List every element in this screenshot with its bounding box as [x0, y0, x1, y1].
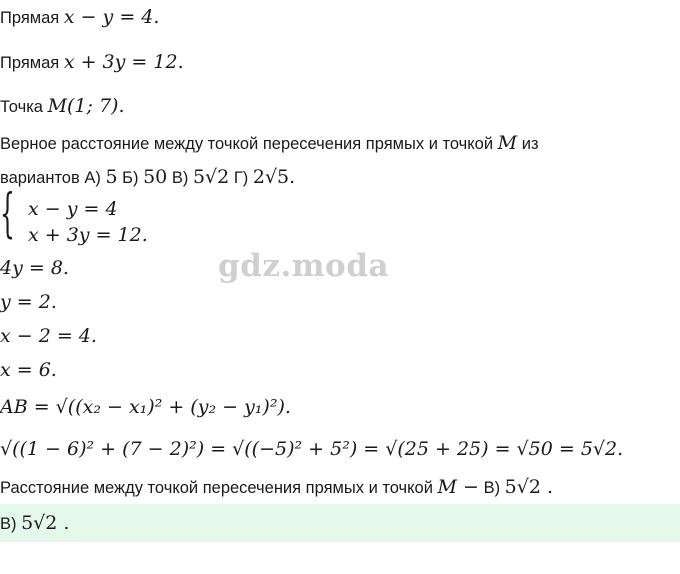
opt-d-label: Г) [233, 169, 249, 187]
brace-symbol: { [0, 184, 15, 244]
system-row-1: x − y = 4 [28, 198, 118, 220]
result-line: Расстояние между точкой пересечения прямых и точкой M − В) 5√2 . [0, 476, 554, 498]
opt-b-label: Б) [122, 169, 139, 187]
step-1: 4y = 8. [0, 257, 69, 279]
result-text: Расстояние между точкой пересечения прямых и точкой [0, 479, 433, 497]
line2-equation: x + 3y = 12 [63, 51, 178, 73]
line1-label: Прямая [0, 9, 60, 27]
point-value: M(1; 7) [47, 95, 119, 117]
options-line: вариантов А) 5 Б) 50 В) 5√2 Г) 2√5. [0, 166, 296, 188]
system-row-2: x + 3y = 12. [28, 224, 148, 246]
answer-value: 5√2 [21, 512, 58, 534]
step-2: y = 2. [0, 291, 57, 313]
question-end: из [521, 135, 539, 153]
opt-d-value: 2√5 [252, 166, 290, 188]
options-text: вариантов [0, 169, 80, 187]
point-label: Точка [0, 98, 43, 116]
result-option: В) [483, 479, 501, 497]
question-line [0, 132, 539, 154]
line1-statement: Прямая x − y = 4. [0, 6, 160, 28]
result-var: M − [437, 476, 479, 498]
question-var: M [497, 132, 518, 154]
line1-equation: x − y = 4 [63, 6, 154, 28]
opt-c-value: 5√2 [192, 166, 230, 188]
watermark-logo: gdz.moda [218, 248, 389, 284]
line2-label: Прямая [0, 54, 60, 72]
opt-a-label: А) [84, 169, 101, 187]
question-text: Верное расстояние между точкой пересечения прямых и точкой [0, 135, 494, 153]
step-3: x − 2 = 4. [0, 325, 97, 347]
result-value: 5√2 [504, 476, 541, 498]
opt-b-value: 50 [143, 166, 168, 188]
opt-a-value: 5 [105, 166, 118, 188]
answer-line: В) 5√2 . [0, 512, 70, 534]
distance-calculation: √((1 − 6)² + (7 − 2)²) = √((−5)² + 5²) = √(25 + 25) = √50 = 5√2. [0, 438, 624, 460]
distance-formula: AB = √((x₂ − x₁)² + (y₂ − y₁)²). [0, 396, 291, 418]
answer-label: В) [0, 515, 17, 533]
line2-statement: Прямая x + 3y = 12. [0, 51, 184, 73]
step-4: x = 6. [0, 359, 57, 381]
answer-box [0, 504, 680, 542]
point-statement: Точка M(1; 7). [0, 95, 125, 117]
opt-c-label: В) [171, 169, 189, 187]
